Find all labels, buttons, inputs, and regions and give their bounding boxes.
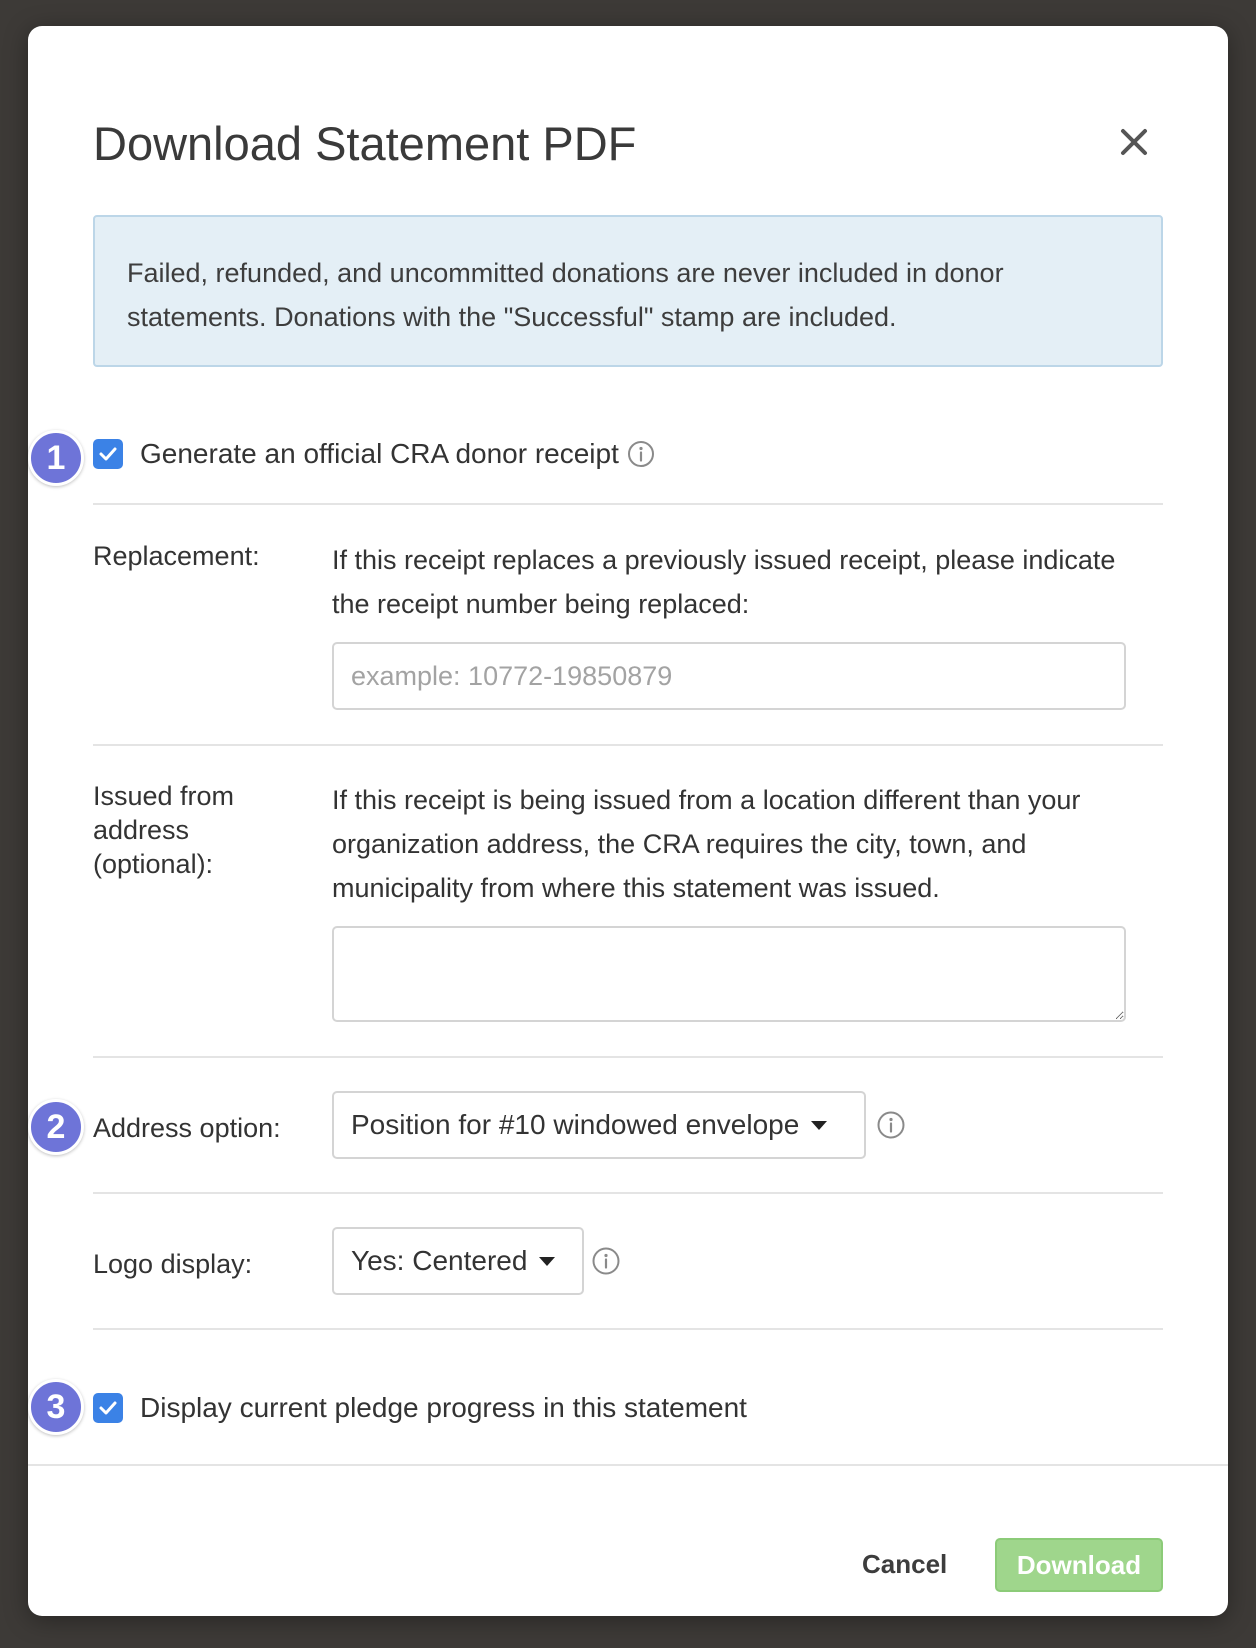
cra-receipt-label[interactable]: Generate an official CRA donor receipt <box>140 438 619 469</box>
pledge-progress-label[interactable]: Display current pledge progress in this statement <box>140 1392 747 1423</box>
address-option-select[interactable] <box>332 1091 866 1159</box>
divider <box>93 1192 1163 1194</box>
issued-from-label: Issued from address (optional): <box>93 781 235 879</box>
close-button[interactable] <box>1110 118 1158 166</box>
cra-receipt-checkbox[interactable] <box>93 439 123 469</box>
logo-display-info-icon[interactable] <box>591 1246 621 1276</box>
logo-display-select[interactable] <box>332 1227 584 1295</box>
address-option-value: Position for #10 windowed envelope <box>351 1109 800 1140</box>
cra-receipt-row <box>93 438 655 470</box>
annotation-badge-2: 2 <box>28 1099 84 1155</box>
download-button[interactable]: Download <box>995 1538 1163 1592</box>
issued-from-help-text: If this receipt is being issued from a location different than your organization address, the CRA requires the city, town, and municipality from where this statement was issued. <box>332 785 1081 903</box>
issued-from-address-textarea[interactable] <box>332 926 1126 1022</box>
info-alert-text: Failed, refunded, and uncommitted donations are never included in donor statements. Donations with the "Successful" stamp are included. <box>127 258 1004 332</box>
chevron-down-icon <box>539 1257 555 1266</box>
replacement-help-text: If this receipt replaces a previously issued receipt, please indicate the receipt number being replaced: <box>332 545 1116 619</box>
divider <box>93 1328 1163 1330</box>
replacement-label: Replacement: <box>93 541 260 571</box>
pledge-progress-checkbox[interactable] <box>93 1393 123 1423</box>
info-alert <box>93 215 1163 367</box>
close-icon <box>1110 118 1158 166</box>
replacement-receipt-input[interactable] <box>332 642 1126 710</box>
checkmark-icon <box>97 1397 119 1419</box>
chevron-down-icon <box>811 1121 827 1130</box>
divider <box>93 744 1163 746</box>
checkmark-icon <box>97 443 119 465</box>
cra-info-icon[interactable] <box>627 440 655 468</box>
footer-divider <box>28 1464 1228 1466</box>
cancel-button[interactable]: Cancel <box>862 1548 948 1579</box>
divider <box>93 1056 1163 1058</box>
divider <box>93 503 1163 505</box>
address-option-info-icon[interactable] <box>876 1110 906 1140</box>
logo-display-label: Logo display: <box>93 1249 253 1279</box>
logo-display-value: Yes: Centered <box>351 1245 528 1276</box>
download-statement-modal <box>28 26 1228 1616</box>
address-option-label: Address option: <box>93 1113 281 1143</box>
modal-title: Download Statement PDF <box>93 117 637 170</box>
annotation-badge-3: 3 <box>28 1379 84 1435</box>
annotation-badge-1: 1 <box>28 430 84 486</box>
pledge-progress-row <box>93 1392 747 1424</box>
